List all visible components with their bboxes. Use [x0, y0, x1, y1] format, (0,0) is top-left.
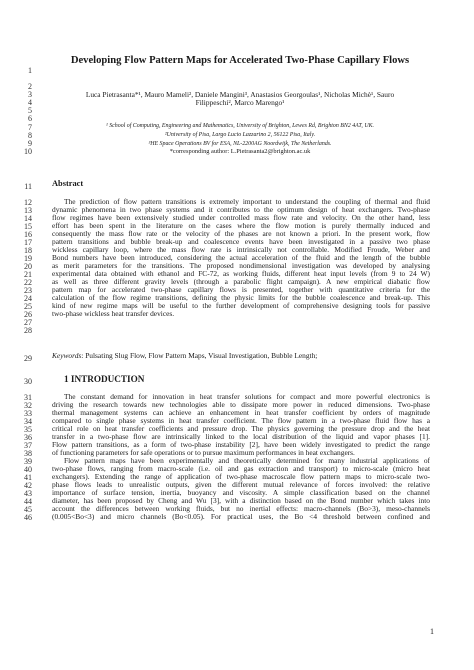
- page-number: 1: [430, 627, 434, 636]
- line-number: 27: [24, 318, 32, 327]
- abstract-line: pattern map for accelerated two-phase capillary flows is presented, together with quantitative criteria for the: [52, 285, 430, 294]
- introduction-line: Flow pattern maps have been experimentally and theoretically determined for many industrial applications of: [64, 456, 430, 465]
- line-number: 10: [24, 147, 32, 156]
- line-number: 34: [24, 417, 32, 426]
- abstract-line: kind of new regime maps will be useful to the further development of comprehensive designing tools for passive: [52, 301, 430, 310]
- introduction-line: account the differences between working fluids, but no inertial effects: macro-channels (Bo>3), meso-channels: [52, 504, 430, 513]
- line-number: 43: [24, 489, 32, 498]
- line-number: 15: [24, 222, 32, 231]
- line-number: 32: [24, 401, 32, 410]
- author-line-2: Filippeschi², Marco Marengo¹: [195, 98, 285, 107]
- abstract-line: flow regimes have been extensively studied under controlled mass flow rate and velocity. On the other hand, less: [52, 213, 430, 222]
- line-number: 45: [24, 505, 32, 514]
- line-number: 39: [24, 457, 32, 466]
- introduction-line: compared to single phase systems in heat transfer coefficient. The flow pattern in a two-phase fluid flow has a: [52, 416, 430, 425]
- introduction-line: diameter, has been proposed by Cheng and Wu [3], with a distinction based on the Bond number which takes into: [52, 496, 430, 505]
- affiliation-2: ²University of Pisa, Largo Lucio Lazzarino 2, 56122 Pisa, Italy.: [164, 132, 316, 138]
- line-number: 22: [24, 278, 32, 287]
- introduction-line: Flow pattern transitions, as a form of two-phase instability [2], have been widely investigated to predict the range: [52, 440, 430, 449]
- keywords-label: Keywords: [52, 351, 82, 360]
- line-number: 24: [24, 294, 32, 303]
- line-number: 42: [24, 481, 32, 490]
- line-number: 16: [24, 230, 32, 239]
- line-number: 12: [24, 198, 32, 207]
- line-number: 35: [24, 425, 32, 434]
- line-number: 6: [28, 114, 32, 123]
- affiliation-3: ³HE Space Operations BV for ESA, NL-2200AG Noordwijk, The Netherlands.: [148, 141, 332, 147]
- line-number: 37: [24, 441, 32, 450]
- abstract-line: wickless capillary loop, where the mass flow rate is intrinsically not controllable. Modified Froude, Weber and: [52, 245, 430, 254]
- introduction-line: The constant demand for innovation in heat transfer solutions for compact and more powerful electronics is: [64, 392, 430, 401]
- line-number: 18: [24, 246, 32, 255]
- line-number: 5: [28, 106, 32, 115]
- paper-title: Developing Flow Pattern Maps for Accelerated Two-Phase Capillary Flows: [70, 55, 410, 66]
- introduction-line: phase flows leads to unrealistic outputs, given the different mutual relevance of forces involved: the relative: [52, 480, 430, 489]
- keywords-line: [52, 352, 317, 360]
- line-number: 4: [28, 98, 32, 107]
- abstract-line: experimental data obtained with ethanol and FC-72, as working fluids, different heat input levels (from 9 to 24 W): [52, 269, 430, 278]
- introduction-line: of functioning parameters for safe operations or to pursue maximum performances in heat exchangers.: [52, 448, 355, 457]
- abstract-line: as merit parameters for the transitions. The proposed nondimensional investigation was developed by analysing: [52, 261, 430, 270]
- line-number: 25: [24, 302, 32, 311]
- line-number: 19: [24, 254, 32, 263]
- line-number: 23: [24, 286, 32, 295]
- affiliation-1: ¹ School of Computing, Engineering and Mathematics, University of Brighton, Lewes Rd, Brighton BN2 4AT, UK.: [106, 123, 374, 129]
- line-number: 20: [24, 262, 32, 271]
- line-number: 17: [24, 238, 32, 247]
- line-number: 28: [24, 326, 32, 335]
- introduction-line: importance of surface tension, inertia, buoyancy and viscosity. A simple classification based on the channel: [52, 488, 430, 497]
- line-number: 40: [24, 465, 32, 474]
- line-number: 13: [24, 206, 32, 215]
- abstract-line: pattern transitions and bubble break-up and coalescence events have been investigated in a passive two phase: [52, 237, 430, 246]
- line-number: 44: [24, 497, 32, 506]
- abstract-heading: Abstract: [52, 179, 84, 188]
- abstract-line: as well as three different gravity levels (through a parabolic flight campaign). A new empirical diabatic flow: [52, 277, 430, 286]
- line-number: 3: [28, 90, 32, 99]
- introduction-line: transfer in a two-phase flow are intrinsically linked to the local distribution of the liquid and vapor phases [1].: [52, 432, 430, 441]
- line-number: 26: [24, 310, 32, 319]
- introduction-line: critical role on heat transfer coefficients and pressure drop. The physics governing the pressure drop and the heat: [52, 424, 430, 433]
- line-number: 36: [24, 433, 32, 442]
- abstract-line: two-phase wickless heat transfer devices.: [52, 309, 175, 318]
- abstract-line: dynamic phenomena in two phase systems and it contributes to the optimum design of heat exchangers. Two-phase: [52, 205, 430, 214]
- line-number: 30: [24, 377, 32, 386]
- introduction-line: driving the research towards new technologies able to dissipate more power in reduced dimensions. Two-phase: [52, 400, 430, 409]
- introduction-line: (0.005<Bo<3) and micro channels (Bo<0.05). For practical uses, the Bo <4 threshold between confined and: [52, 512, 430, 521]
- abstract-line: Bond numbers have been introduced, considering the actual acceleration of the fluid and the length of the bubble: [52, 253, 430, 262]
- line-number: 9: [28, 139, 32, 148]
- line-number: 14: [24, 214, 32, 223]
- line-number: 11: [24, 182, 32, 191]
- abstract-line: The prediction of flow pattern transitions is extremely important to understand the coupling of thermal and fluid: [64, 197, 430, 206]
- introduction-line: exchangers). Extending the range of application of two-phase macroscale flow pattern maps to micro-scale two-: [52, 472, 430, 481]
- line-number: 1: [28, 66, 32, 75]
- introduction-line: two-phase flows, ranging from macro-scale (i.e. oil and gas extraction and transport) to micro-scale (micro heat: [52, 464, 430, 473]
- introduction-line: thermal management systems can achieve an enhancement in heat transfer coefficient by orders of magnitude: [52, 408, 430, 417]
- corresponding-author: *corresponding author: L.Pietrasanta2@brighton.ac.uk: [169, 148, 311, 155]
- abstract-line: effort has been spent in the literature on the cases where the flow motion is purely thermally induced and: [52, 221, 430, 230]
- line-number: 7: [28, 123, 32, 132]
- abstract-line: calculation of the flow regime transitions, defining the physic limits for the bubble coalescence and break-up. This: [52, 293, 430, 302]
- keywords-text: : Pulsating Slug Flow, Flow Pattern Maps, Visual Investigation, Bubble Length;: [81, 351, 318, 360]
- author-line-1: Luca Pietrasanta*¹, Mauro Mameli², Daniele Mangini³, Anastasios Georgoulas¹, Nicholas Michè¹, Sauro: [85, 90, 395, 99]
- line-number: 46: [24, 513, 32, 522]
- line-number: 21: [24, 270, 32, 279]
- line-number: 8: [28, 131, 32, 140]
- line-number: 2: [28, 82, 32, 91]
- line-number: 29: [24, 354, 32, 363]
- line-number: 33: [24, 409, 32, 418]
- line-number: 31: [24, 393, 32, 402]
- line-number: 41: [24, 473, 32, 482]
- section-heading-introduction: 1 INTRODUCTION: [64, 374, 145, 384]
- abstract-line: consequently the mass flow rate or the velocity of the phases are not known a priori. In the present work, flow: [52, 229, 430, 238]
- line-number: 38: [24, 449, 32, 458]
